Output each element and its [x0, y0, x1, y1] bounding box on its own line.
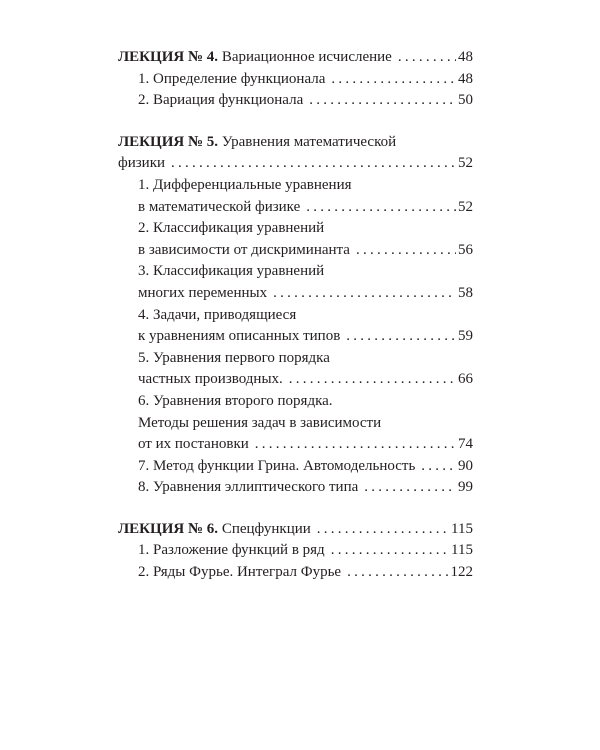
- dot-leader: [289, 369, 456, 391]
- toc-line: [118, 456, 473, 478]
- entry-text: 2. Ряды Фурье. Интеграл Фурье: [138, 564, 342, 581]
- lecture-heading: [118, 132, 473, 175]
- toc-line: [118, 218, 473, 240]
- toc-line: [118, 434, 473, 456]
- page-number: 90: [458, 457, 473, 474]
- page-number: 56: [458, 241, 473, 258]
- toc-item: [118, 562, 473, 584]
- toc-line: [118, 326, 473, 348]
- toc-line: [118, 477, 473, 499]
- toc-item: [118, 348, 473, 391]
- toc-line: [118, 132, 473, 154]
- page-number: 122: [450, 564, 473, 581]
- toc-item: [118, 175, 473, 218]
- page-number: 48: [458, 49, 473, 65]
- entry-text: 8. Уравнения эллиптического типа: [138, 479, 359, 496]
- entry-text: к уравнениям описанных типов: [138, 328, 341, 345]
- toc-section: [118, 47, 473, 112]
- entry-text: физики: [118, 155, 166, 172]
- entry-text: многих переменных: [138, 284, 268, 301]
- page-number: 66: [458, 371, 473, 388]
- toc-line: [118, 305, 473, 327]
- dot-leader: [356, 240, 456, 262]
- page-number: 48: [458, 70, 473, 87]
- dot-leader: [398, 47, 456, 69]
- page-number: 74: [458, 436, 473, 453]
- entry-text: Вариационное исчисление: [221, 49, 392, 65]
- entry-text: 5. Уравнения первого порядка: [138, 349, 330, 366]
- toc-line: [118, 90, 473, 112]
- toc-line: [118, 413, 473, 435]
- page-number: 52: [458, 155, 473, 172]
- lecture-label: ЛЕКЦИЯ № 4.: [118, 49, 219, 65]
- toc-line: [118, 283, 473, 305]
- lecture-heading: [118, 519, 473, 541]
- toc-item: [118, 456, 473, 478]
- page-number: 59: [458, 328, 473, 345]
- entry-text: Спецфункции: [221, 520, 311, 537]
- entry-text: 2. Классификация уравнений: [138, 220, 325, 237]
- entry-text: 2. Вариация функционала: [138, 92, 304, 109]
- toc-section: [118, 132, 473, 499]
- page-number: 58: [458, 284, 473, 301]
- toc-line: [118, 261, 473, 283]
- toc-line: [118, 562, 473, 584]
- toc-line: [118, 175, 473, 197]
- entry-text: Уравнения математической: [221, 133, 397, 150]
- toc-item: [118, 261, 473, 304]
- toc-line: [118, 240, 473, 262]
- toc-item: [118, 90, 473, 112]
- toc-item: [118, 540, 473, 562]
- toc-line: [118, 153, 473, 175]
- toc-section: [118, 519, 473, 584]
- dot-leader: [309, 90, 456, 112]
- dot-leader: [306, 197, 456, 219]
- entry-text: 7. Метод функции Грина. Автомодельность: [138, 457, 416, 474]
- toc-line: [118, 47, 473, 69]
- lecture-label: ЛЕКЦИЯ № 6.: [118, 520, 219, 537]
- entry-text: 1. Определение функционала: [138, 70, 326, 87]
- toc-item: [118, 305, 473, 348]
- toc-item: [118, 69, 473, 91]
- entry-text: 1. Разложение функций в ряд: [138, 542, 325, 559]
- toc-line: [118, 197, 473, 219]
- dot-leader: [364, 477, 456, 499]
- dot-leader: [317, 519, 449, 541]
- toc-line: [118, 348, 473, 370]
- dot-leader: [347, 562, 448, 584]
- entry-text: 6. Уравнения второго порядка.: [138, 392, 333, 409]
- entry-text: 3. Классификация уравнений: [138, 263, 325, 280]
- toc-line: [118, 369, 473, 391]
- entry-text: 1. Дифференциальные уравнения: [138, 176, 352, 193]
- dot-leader: [255, 434, 456, 456]
- dot-leader: [171, 153, 456, 175]
- toc-line: [118, 519, 473, 541]
- page-number: 115: [451, 520, 473, 537]
- toc-line: [118, 540, 473, 562]
- dot-leader: [346, 326, 456, 348]
- toc-item: [118, 477, 473, 499]
- page-number: 115: [451, 542, 473, 559]
- page-number: 99: [458, 479, 473, 496]
- page-number: 50: [458, 92, 473, 109]
- dot-leader: [331, 69, 456, 91]
- entry-text: от их постановки: [138, 436, 249, 453]
- lecture-heading: [118, 47, 473, 69]
- entry-text: 4. Задачи, приводящиеся: [138, 306, 297, 323]
- page-number: 52: [458, 198, 473, 215]
- entry-text: в зависимости от дискриминанта: [138, 241, 350, 258]
- dot-leader: [273, 283, 456, 305]
- dot-leader: [331, 540, 449, 562]
- dot-leader: [421, 456, 456, 478]
- entry-text: Методы решения задач в зависимости: [138, 414, 382, 431]
- toc-item: [118, 391, 473, 456]
- entry-text: частных производных.: [138, 371, 283, 388]
- toc-line: [118, 69, 473, 91]
- toc-line: [118, 391, 473, 413]
- lecture-label: ЛЕКЦИЯ № 5.: [118, 133, 219, 150]
- table-of-contents: [118, 47, 473, 604]
- entry-text: в математической физике: [138, 198, 301, 215]
- toc-item: [118, 218, 473, 261]
